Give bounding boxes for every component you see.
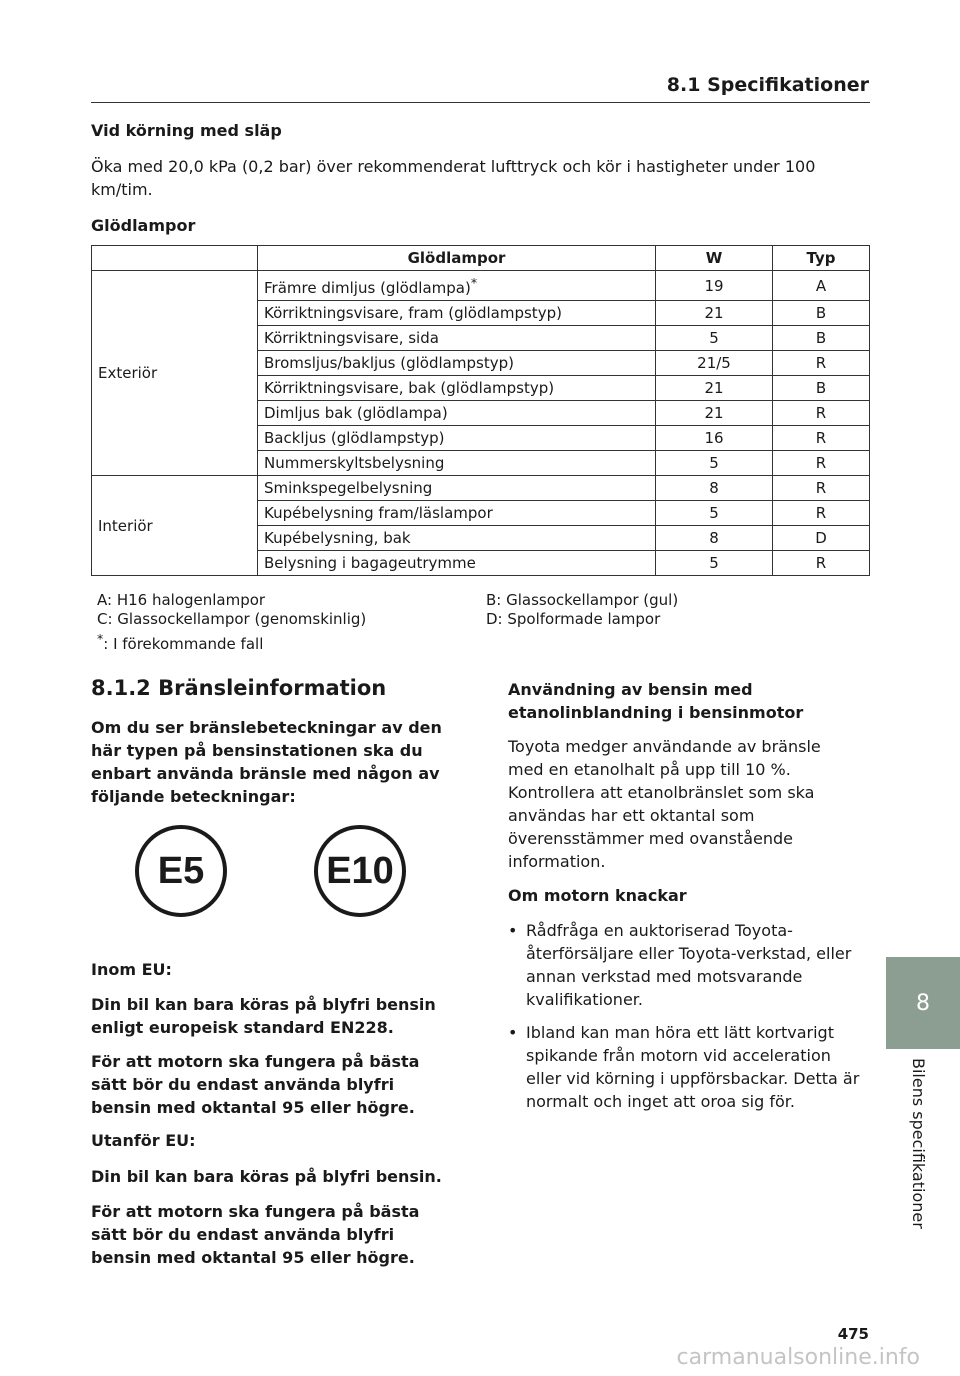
table-row	[92, 476, 870, 501]
bulb-watt: 5	[656, 501, 773, 526]
legend-c: C: Glassockellampor (genomskinlig)	[97, 610, 367, 628]
bulb-type: B	[773, 301, 870, 326]
group-label: Interiör	[92, 476, 258, 576]
footnote-text: : I förekommande fall	[103, 635, 264, 653]
chapter-tab: 8	[886, 957, 960, 1049]
bulb-type: B	[773, 326, 870, 351]
bulbs-table	[91, 245, 870, 576]
bulb-type: R	[773, 476, 870, 501]
bulbs-heading: Glödlampor	[91, 216, 196, 235]
bulb-watt: 5	[656, 551, 773, 576]
non-eu-paragraph-1: Din bil kan bara köras på blyfri bensin.	[91, 1167, 442, 1186]
bulb-watt: 21	[656, 401, 773, 426]
fuel-intro: Om du ser bränslebeteckningar av den här typen på bensinstationen ska du enbart använda bränsle med någon av följande beteckningar:	[91, 718, 442, 806]
footnote-mark: *	[470, 275, 478, 290]
knock-bullet-list	[508, 919, 864, 1113]
e10-badge-icon	[314, 825, 406, 917]
legend-footnote	[97, 629, 263, 654]
towing-text: Öka med 20,0 kPa (0,2 bar) över rekommenderat lufttryck och kör i hastigheter under 100 km/tim.	[91, 157, 816, 199]
fuel-section-title: 8.1.2 Bränsleinformation	[91, 676, 387, 700]
table-header-bulb: Glödlampor	[258, 246, 656, 271]
bulb-watt: 19	[656, 271, 773, 301]
bulb-name-cell	[258, 451, 656, 476]
bulb-type: R	[773, 551, 870, 576]
eu-paragraph-1: Din bil kan bara köras på blyfri bensin enligt europeisk standard EN228.	[91, 995, 436, 1037]
table-header-type: Typ	[773, 246, 870, 271]
bulb-name: Kupébelysning, bak	[264, 529, 411, 547]
bulb-watt: 21/5	[656, 351, 773, 376]
bulb-watt: 16	[656, 426, 773, 451]
header-divider	[91, 102, 870, 103]
bulb-type: A	[773, 271, 870, 301]
bulb-name-cell	[258, 326, 656, 351]
non-eu-heading: Utanför EU:	[91, 1131, 196, 1150]
table-row	[92, 271, 870, 301]
non-eu-paragraph-2: För att motorn ska fungera på bästa sätt bör du endast använda blyfri bensin med oktantal 95 eller högre.	[91, 1202, 420, 1267]
legend-a: A: H16 halogenlampor	[97, 591, 266, 609]
knock-heading: Om motorn knackar	[508, 886, 687, 905]
legend-d: D: Spolformade lampor	[486, 610, 661, 628]
ethanol-text: Toyota medger användande av bränsle med en etanolhalt på upp till 10 %. Kontrollera att etanolbränslet som ska användas har ett oktantal som överensstämmer med ovanstående information.	[508, 737, 821, 871]
table-header-row	[92, 246, 870, 271]
chapter-side-label: Bilens specifikationer	[909, 1058, 928, 1229]
bulb-name-cell	[258, 476, 656, 501]
bulb-name: Körriktningsvisare, sida	[264, 329, 439, 347]
bulb-name-cell	[258, 526, 656, 551]
bulb-name: Nummerskyltsbelysning	[264, 454, 445, 472]
group-label: Exteriör	[92, 271, 258, 476]
ethanol-heading: Användning av bensin med etanolinblandning i bensinmotor	[508, 680, 804, 722]
e10-badge-label: E10	[326, 849, 394, 892]
bulb-name-cell	[258, 426, 656, 451]
eu-paragraph-2: För att motorn ska fungera på bästa sätt bör du endast använda blyfri bensin med oktantal 95 eller högre.	[91, 1052, 420, 1117]
table-body	[92, 271, 870, 576]
table-header-watt: W	[656, 246, 773, 271]
e5-badge-label: E5	[157, 849, 205, 892]
bulb-name: Backljus (glödlampstyp)	[264, 429, 445, 447]
bulb-type: R	[773, 501, 870, 526]
bulb-name: Körriktningsvisare, fram (glödlampstyp)	[264, 304, 562, 322]
bulb-type: B	[773, 376, 870, 401]
bulb-name: Bromsljus/bakljus (glödlampstyp)	[264, 354, 514, 372]
bulb-name: Sminkspegelbelysning	[264, 479, 433, 497]
bulb-watt: 8	[656, 476, 773, 501]
bulb-name-cell	[258, 351, 656, 376]
bulb-name: Dimljus bak (glödlampa)	[264, 404, 448, 422]
bulb-name-cell	[258, 401, 656, 426]
bulb-type: R	[773, 426, 870, 451]
footnote-star: *	[97, 631, 104, 646]
bulb-watt: 21	[656, 376, 773, 401]
bulb-type: R	[773, 401, 870, 426]
knock-bullet-2: • Ibland kan man höra ett lätt kortvarigt spikande från motorn vid acceleration eller vid körning i uppförsbackar. Detta är normalt och inget att oroa sig för.	[508, 1021, 864, 1113]
knock-bullet-1: • Rådfråga en auktoriserad Toyota-återförsäljare eller Toyota-verkstad, eller annan verkstad med motsvarande kvalifikationer.	[508, 919, 864, 1011]
bulb-name-cell	[258, 551, 656, 576]
table-header-empty	[92, 246, 258, 271]
bulb-type: R	[773, 351, 870, 376]
bulb-name: Belysning i bagageutrymme	[264, 554, 476, 572]
e5-badge-icon	[135, 825, 227, 917]
bulb-name-cell	[258, 301, 656, 326]
bulb-watt: 5	[656, 326, 773, 351]
bulb-watt: 21	[656, 301, 773, 326]
bulb-name-cell	[258, 501, 656, 526]
bulb-type: R	[773, 451, 870, 476]
page-header-title: 8.1 Specifikationer	[666, 74, 869, 96]
bulb-name: Kupébelysning fram/läslampor	[264, 504, 493, 522]
legend-b: B: Glassockellampor (gul)	[486, 591, 679, 609]
watermark: carmanualsonline.info	[676, 1345, 920, 1370]
bulb-name-cell	[258, 271, 656, 301]
bulb-name: Främre dimljus (glödlampa)	[264, 279, 471, 297]
towing-heading: Vid körning med släp	[91, 121, 282, 140]
bulb-watt: 5	[656, 451, 773, 476]
bulb-type: D	[773, 526, 870, 551]
page-number: 475	[837, 1325, 869, 1343]
bulb-name-cell	[258, 376, 656, 401]
bulb-name: Körriktningsvisare, bak (glödlampstyp)	[264, 379, 555, 397]
bulb-watt: 8	[656, 526, 773, 551]
eu-heading: Inom EU:	[91, 960, 172, 979]
